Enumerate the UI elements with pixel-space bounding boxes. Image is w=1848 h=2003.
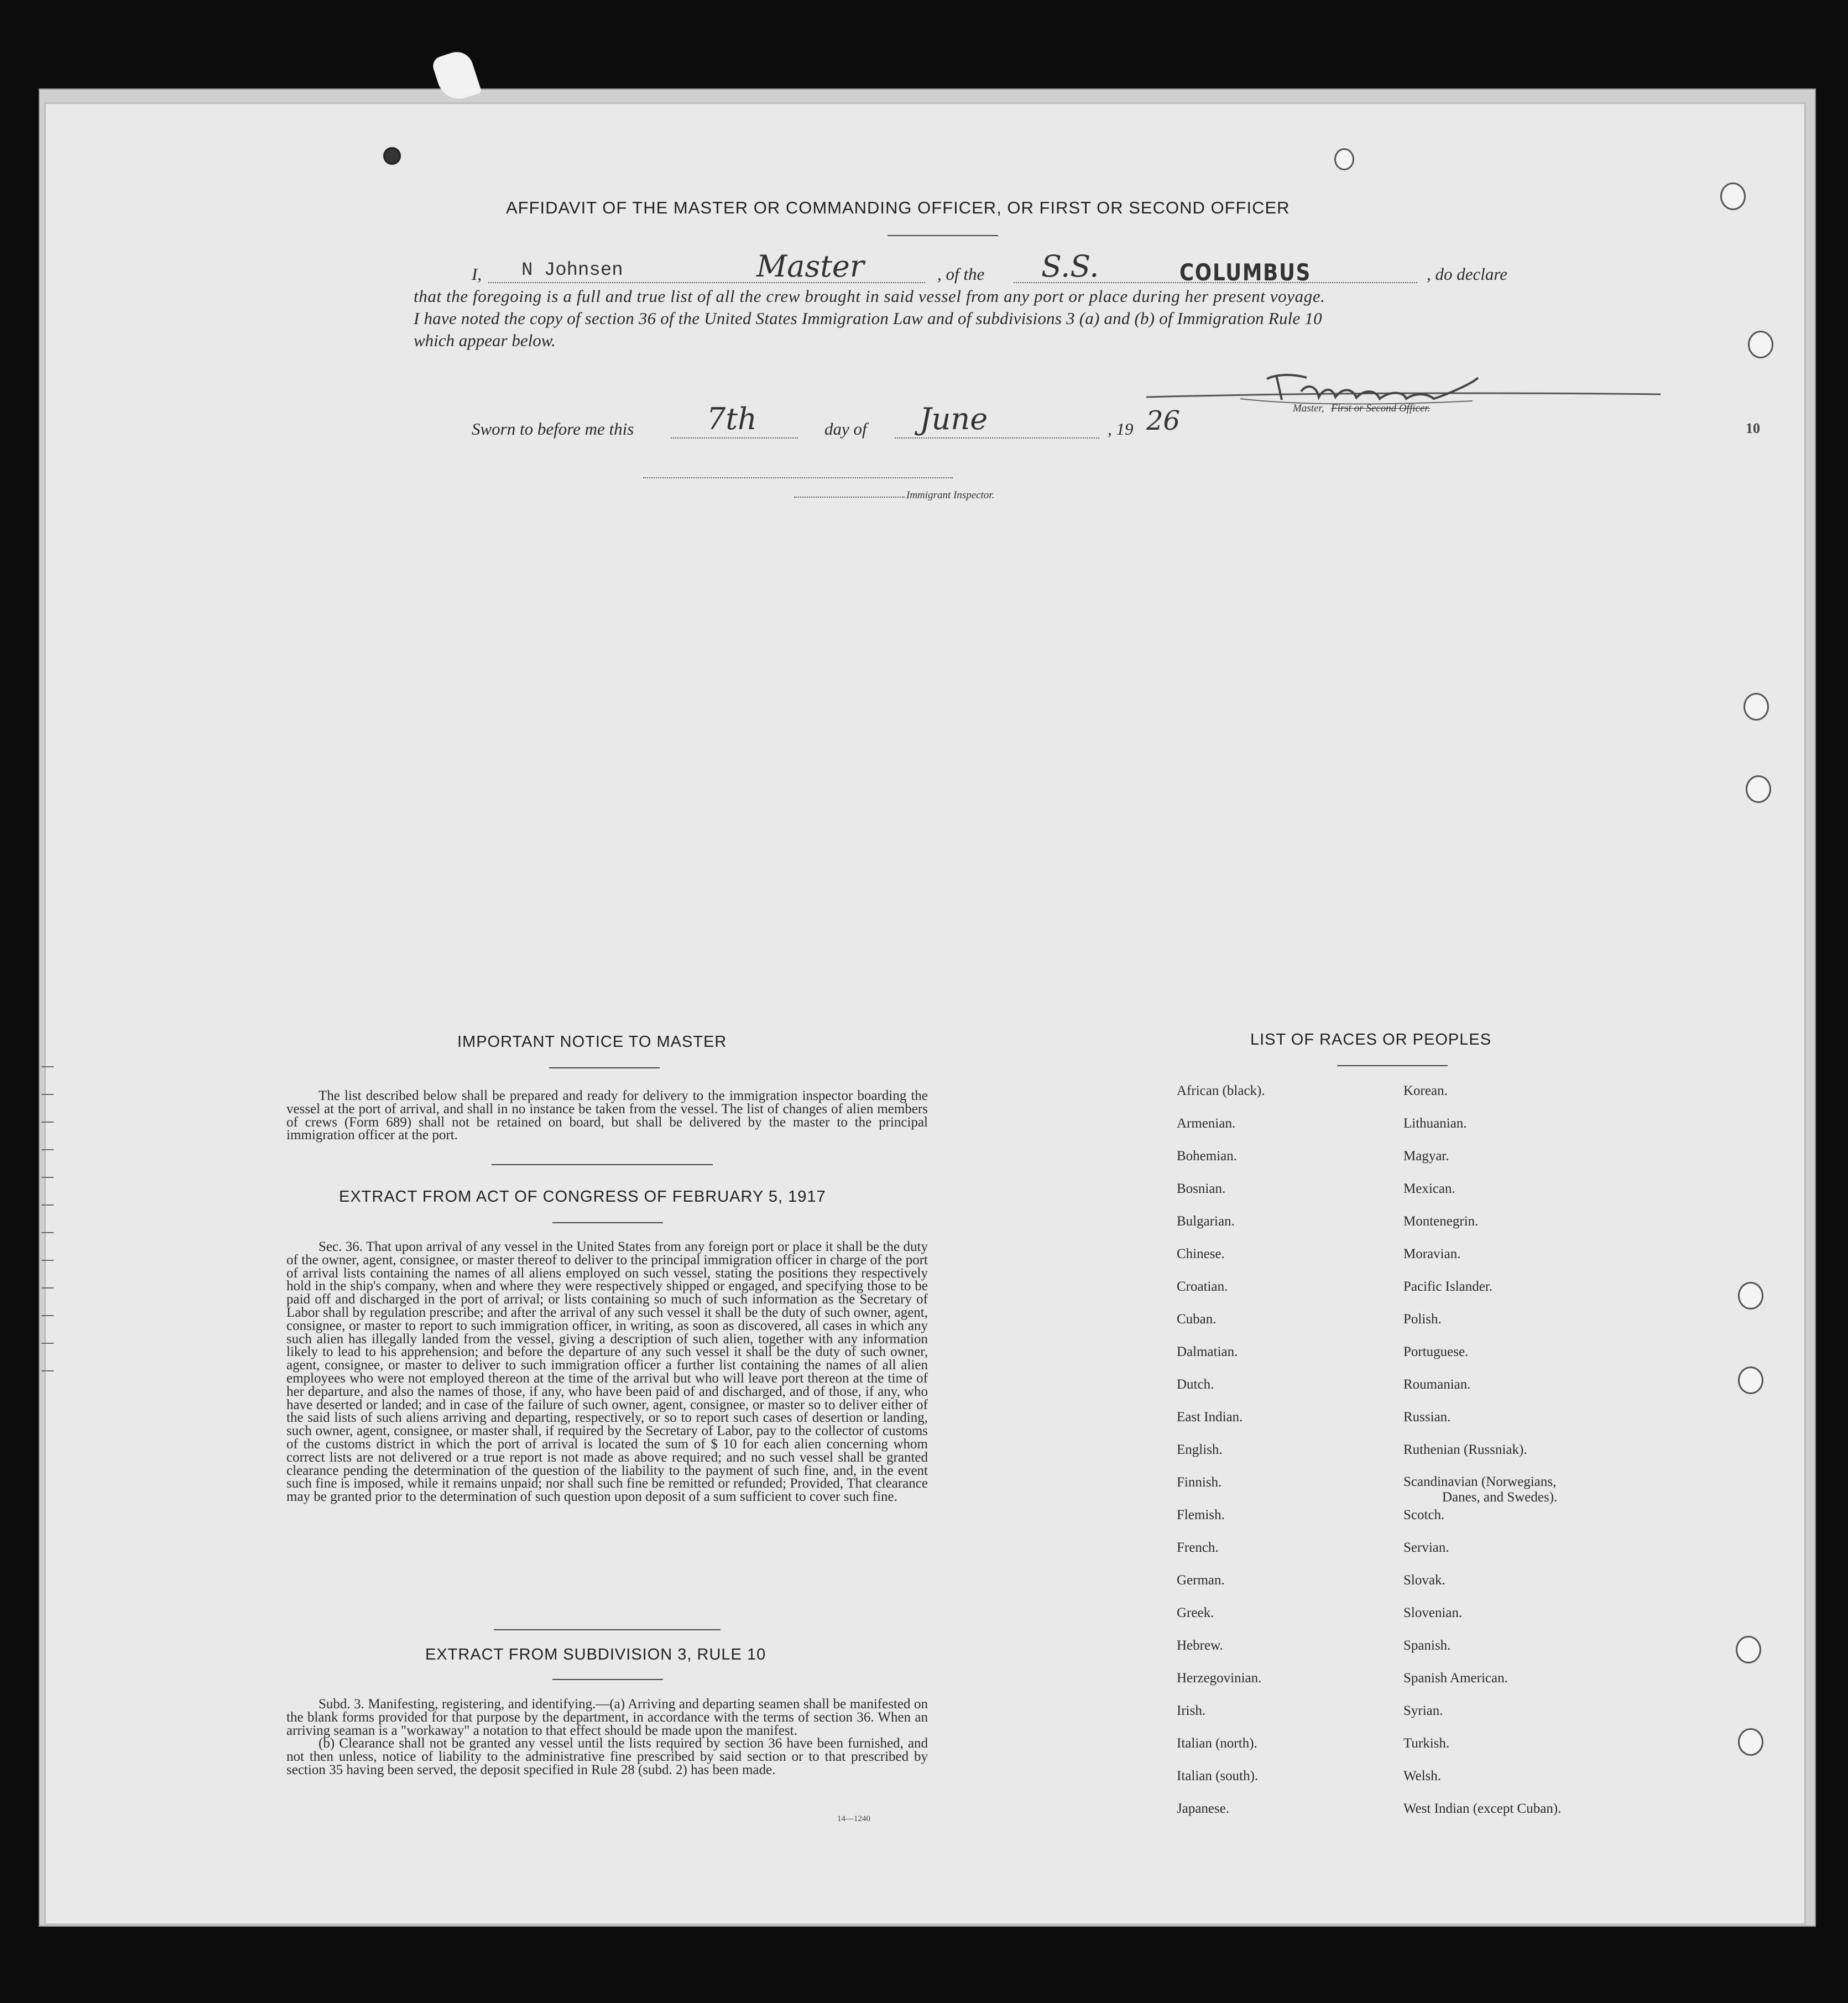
rule-title: EXTRACT FROM SUBDIVISION 3, RULE 10 — [425, 1646, 766, 1663]
races-column-2 — [1403, 1083, 1561, 1833]
notice-end-rule — [492, 1164, 713, 1165]
master-name: N Johnsen — [521, 260, 623, 281]
inspector-signature-line — [643, 477, 953, 478]
race-item: Armenian. — [1177, 1116, 1236, 1131]
race-item: English. — [1177, 1442, 1223, 1457]
affidavit-line-4: which appear below. — [414, 331, 556, 350]
sworn-day-line — [671, 437, 798, 439]
punch-hole — [1738, 1728, 1763, 1756]
race-item: Roumanian. — [1403, 1377, 1471, 1392]
race-item: French. — [1177, 1540, 1219, 1555]
race-item: African (black). — [1177, 1083, 1265, 1098]
margin-tick — [41, 1177, 54, 1178]
year-suffix: 26 — [1146, 405, 1181, 436]
punch-hole — [383, 147, 401, 165]
punch-hole — [1720, 182, 1746, 210]
margin-tick — [41, 1122, 54, 1123]
race-item: Servian. — [1403, 1540, 1449, 1555]
act-rule — [552, 1222, 663, 1223]
title-rule — [888, 235, 998, 236]
notice-rule — [549, 1067, 660, 1068]
races-rule — [1337, 1065, 1448, 1066]
race-item: Cuban. — [1177, 1312, 1217, 1327]
race-item: Slovenian. — [1403, 1605, 1463, 1620]
punch-hole — [1334, 148, 1354, 170]
day-of: day of — [824, 419, 867, 439]
race-item: Japanese. — [1177, 1801, 1230, 1816]
margin-tick — [41, 1232, 54, 1233]
rule-title-rule — [552, 1679, 663, 1680]
race-item: Bosnian. — [1177, 1181, 1226, 1196]
rule-para-b: (b) Clearance shall not be granted any vessel until the lists required by section 36 have been furnished, and not then unless, notice of liability to the administrative fine prescribed by said section or to that prescribed by section 35 having been served, the deposit specified in Rule 28 (subd. 2) has been made. — [286, 1736, 928, 1777]
race-item: Italian (south). — [1177, 1769, 1259, 1783]
race-item: Portuguese. — [1403, 1344, 1469, 1359]
inspector-label: Immigrant Inspector. — [906, 489, 995, 501]
race-item: Mexican. — [1403, 1181, 1455, 1196]
race-item: Hebrew. — [1177, 1638, 1223, 1653]
signature-role-prefix: Master, — [1293, 403, 1324, 414]
sworn-month: June — [920, 401, 988, 436]
race-item: German. — [1177, 1573, 1225, 1588]
margin-note: 10 — [1746, 420, 1760, 436]
race-item-line-1: Scandinavian (Norwegians, — [1403, 1474, 1557, 1489]
notice-text: The list described below shall be prepared and ready for delivery to the immigration inspector boarding the vessel at the port of arrival, and shall in no instance be taken from the vessel. The list of changes of alien members of crews (Form 689) shall not be retained on board, but shall be delivered by the master to the principal immigration officer at the port. — [286, 1088, 928, 1143]
vessel-name-stamp: COLUMBUS — [1179, 259, 1312, 286]
affidavit-title: AFFIDAVIT OF THE MASTER OR COMMANDING OFFICER, OR FIRST OR SECOND OFFICER — [506, 198, 1290, 217]
rank-handwritten: Master — [756, 249, 864, 284]
race-item: Slovak. — [1403, 1573, 1445, 1588]
margin-tick — [41, 1287, 54, 1289]
race-item: Flemish. — [1177, 1508, 1225, 1522]
race-item: Herzegovinian. — [1177, 1671, 1262, 1686]
notice-title: IMPORTANT NOTICE TO MASTER — [457, 1033, 727, 1051]
race-item: Bulgarian. — [1177, 1214, 1235, 1229]
sworn-prefix: Sworn to before me this — [472, 419, 634, 439]
race-item — [1403, 1474, 1561, 1507]
affidavit-i: I, — [472, 264, 482, 284]
race-item: Croatian. — [1177, 1279, 1228, 1294]
race-item: Irish. — [1177, 1703, 1206, 1718]
affidavit-do-declare: , do declare — [1427, 264, 1508, 284]
races-title: LIST OF RACES OR PEOPLES — [1250, 1031, 1492, 1049]
margin-tick — [41, 1370, 54, 1371]
margin-tick — [41, 1066, 54, 1067]
punch-hole — [1746, 775, 1771, 803]
race-item: Ruthenian (Russniak). — [1403, 1442, 1527, 1457]
margin-tick — [41, 1149, 54, 1150]
punch-hole — [1743, 693, 1769, 721]
race-item: Finnish. — [1177, 1475, 1222, 1490]
races-column-1 — [1177, 1083, 1265, 1833]
punch-hole — [1738, 1366, 1763, 1394]
race-item: Dalmatian. — [1177, 1344, 1238, 1359]
sworn-month-line — [895, 437, 1099, 439]
affidavit-line-2: that the foregoing is a full and true list of all the crew brought in said vessel from any port or place during her present voyage. — [414, 286, 1325, 306]
inspector-label-line — [794, 497, 905, 498]
race-item: West Indian (except Cuban). — [1403, 1801, 1562, 1816]
act-end-rule — [494, 1629, 721, 1630]
punch-hole — [1748, 331, 1773, 358]
race-item: Spanish American. — [1403, 1671, 1508, 1686]
punch-hole — [1738, 1282, 1763, 1310]
race-item: Polish. — [1403, 1312, 1442, 1327]
race-item: Chinese. — [1177, 1246, 1225, 1261]
document-page — [44, 102, 1806, 1925]
affidavit-line-3: I have noted the copy of section 36 of the United States Immigration Law and of subdivisions 3 (a) and (b) of Immigration Rule 10 — [414, 309, 1322, 328]
race-item: Montenegrin. — [1403, 1214, 1479, 1229]
act-text: Sec. 36. That upon arrival of any vessel in the United States from any foreign port or place it shall be the duty of the owner, agent, consignee, or master thereof to deliver to the principal immigration officer in charge of the port of arrival lists containing the names of all aliens employed on such vessel, stating the positions they respectively hold in the ship's company, when and where they were respectively shipped or engaged, and specifying those to be paid off and discharged in the port of arrival; or lists containing so much of such information as the Secretary of Labor shall by regulation prescribe; and after the arrival of any such vessel it shall be the duty of such owner, agent, consignee, or master to report to such immigration officer, in writing, as soon as discovered, all cases in which any such alien has illegally landed from the vessel, giving a description of such alien, together with any information likely to lead to his apprehension; and before the departure of any such vessel it shall be the duty of such owner, agent, consignee, or master to deliver to such immigration officer a further list containing the names of all alien employees who were not employed thereon at the time of the arrival but who will leave port thereon at the time of her departure, and also the names of those, if any, who have been paid of and discharged, and of those, if any, who have deserted or landed; and in case of the failure of such owner, agent, consignee, or master so to deliver either of the said lists of such aliens arriving and departing, respectively, or so to report such cases of desertion or landing, such owner, agent, consignee, or master shall, if required by the Secretary of Labor, pay to the collector of customs of the customs district in which the port of arrival is located the sum of $ 10 for each alien concerning whom correct lists are not delivered or a true report is not made as above required; and no such vessel shall be granted clearance pending the determination of the question of the liability to the payment of such fine, and, in the event such fine is imposed, while it remains unpaid; nor shall such fine be remitted or refunded; Provided, That clearance may be granted prior to the determination of such question upon deposit of a sum sufficient to cover such fine. — [286, 1239, 928, 1505]
sworn-day: 7th — [707, 401, 757, 436]
race-item: Pacific Islander. — [1403, 1279, 1493, 1294]
race-item: Bohemian. — [1177, 1149, 1238, 1164]
form-number: 14—1240 — [837, 1814, 870, 1823]
race-item-line-2: Danes, and Swedes). — [1442, 1490, 1558, 1505]
affidavit-of-the: , of the — [937, 264, 985, 284]
margin-tick — [41, 1315, 54, 1316]
race-item: Turkish. — [1403, 1736, 1450, 1751]
race-item: Korean. — [1403, 1083, 1448, 1098]
margin-tick — [41, 1094, 54, 1095]
race-item: Scotch. — [1403, 1508, 1445, 1522]
rule-body — [286, 1698, 928, 1777]
race-item: Magyar. — [1403, 1149, 1449, 1164]
margin-tick — [41, 1343, 54, 1344]
race-item: Syrian. — [1403, 1703, 1443, 1718]
notice-body — [286, 1089, 928, 1142]
race-item: Greek. — [1177, 1605, 1214, 1620]
race-item: Moravian. — [1403, 1246, 1461, 1261]
race-item: East Indian. — [1177, 1410, 1243, 1425]
punch-hole — [1736, 1636, 1761, 1663]
signature-role-struck: First or Second Officer. — [1331, 403, 1431, 414]
rule-para-a: Subd. 3. Manifesting, registering, and identifying.—(a) Arriving and departing seamen shall be manifested on the blank forms provided for that purpose by the department, in accordance with the terms of section 36. When an arriving seaman is a "workaway" a notation to that effect should be made upon the manifest. — [286, 1697, 928, 1738]
margin-tick — [41, 1260, 54, 1261]
race-item: Spanish. — [1403, 1638, 1451, 1653]
race-item: Welsh. — [1403, 1769, 1442, 1783]
race-item: Dutch. — [1177, 1377, 1214, 1392]
race-item: Russian. — [1403, 1410, 1451, 1425]
race-item: Lithuanian. — [1403, 1116, 1467, 1131]
vessel-type-handwritten: S.S. — [1041, 249, 1099, 284]
act-title: EXTRACT FROM ACT OF CONGRESS OF FEBRUARY 5, 1917 — [339, 1188, 826, 1206]
margin-tick — [41, 1204, 54, 1206]
year-prefix: , 19 — [1108, 419, 1134, 439]
act-body — [286, 1240, 928, 1504]
race-item: Italian (north). — [1177, 1736, 1257, 1751]
